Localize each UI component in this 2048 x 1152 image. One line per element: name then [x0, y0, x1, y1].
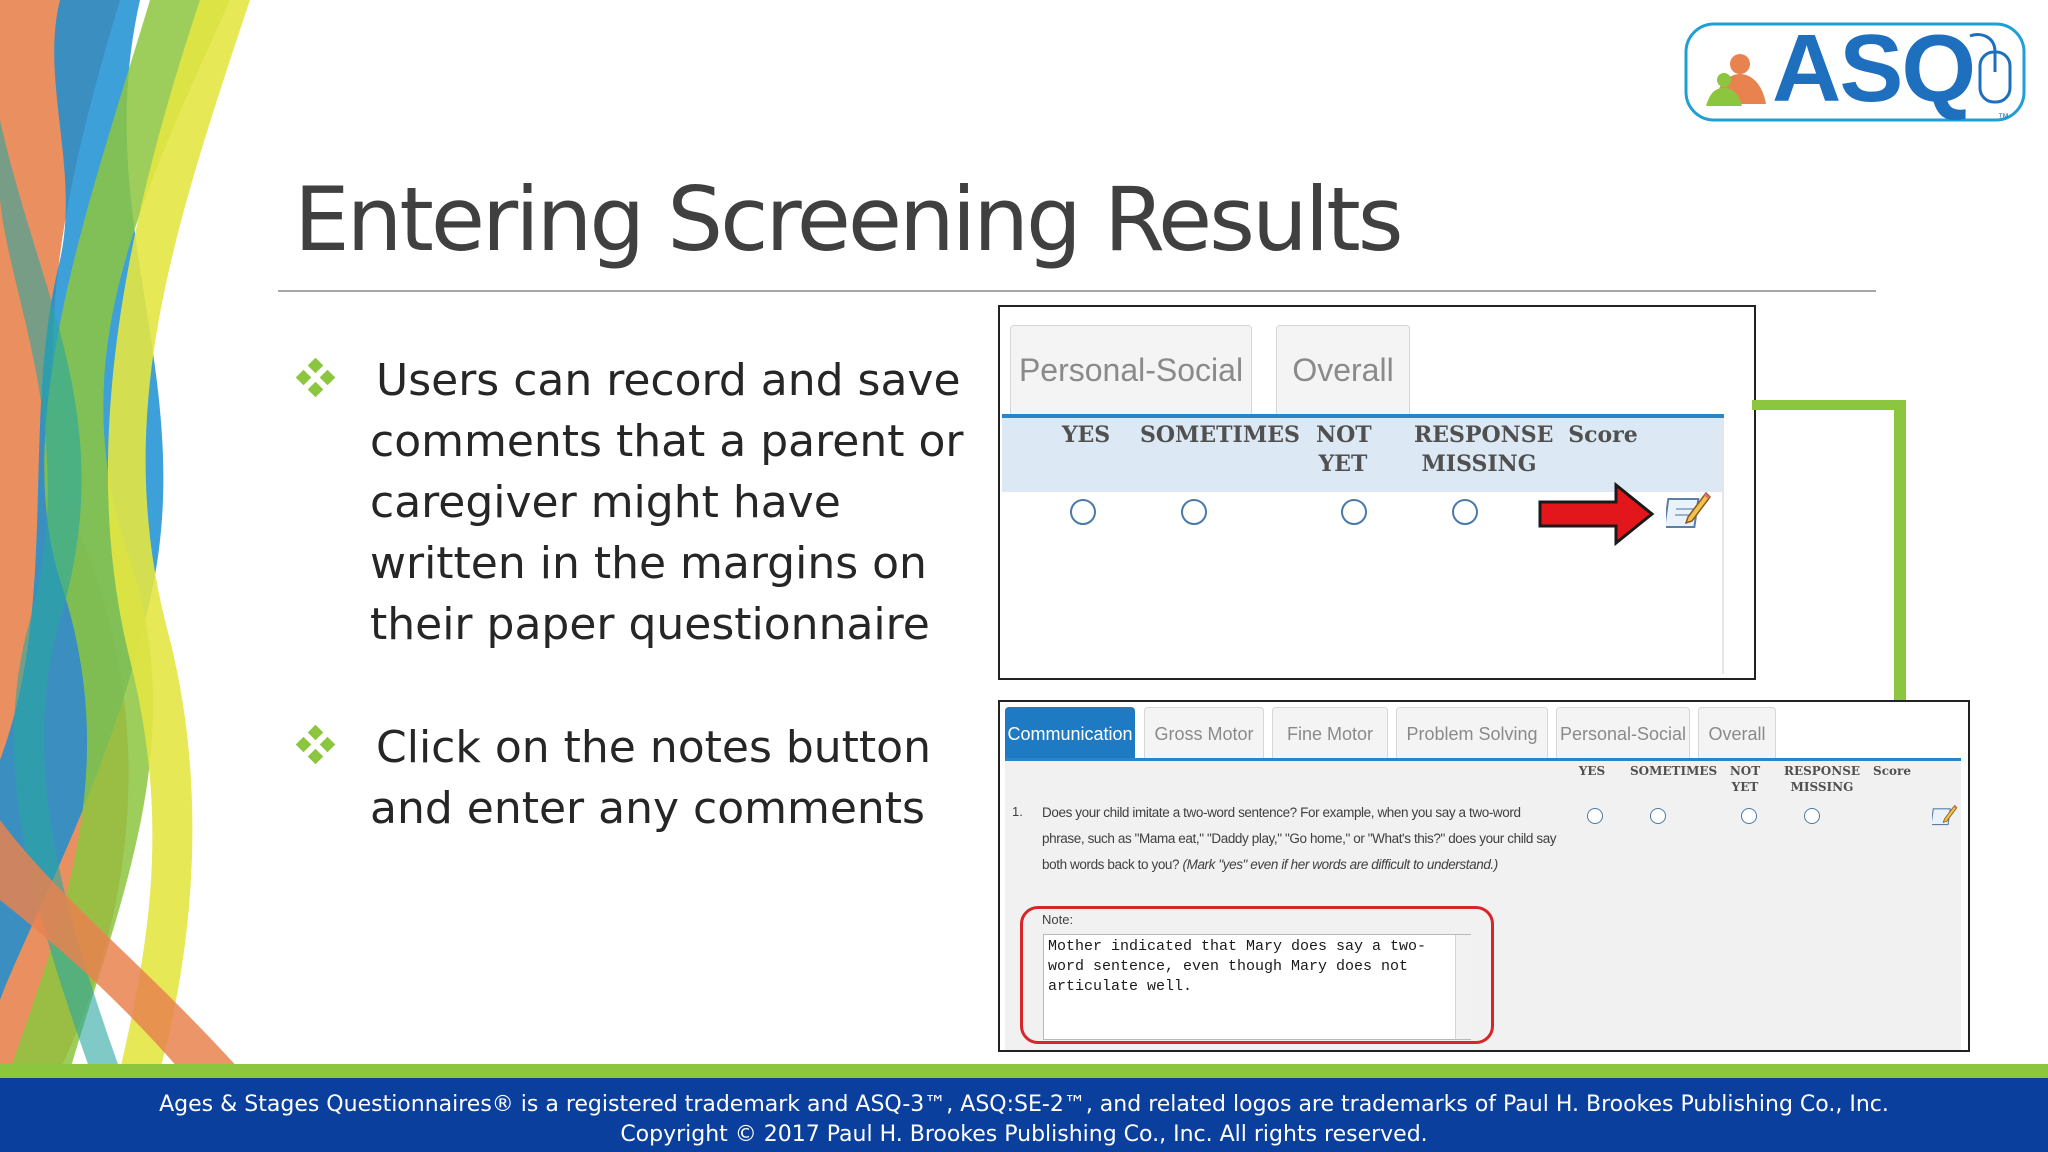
tab-overall[interactable]: Overall [1698, 707, 1776, 760]
question-text [1042, 800, 1562, 878]
diamond-bullet-icon [296, 358, 336, 398]
column-sometimes: SOMETIMES [1140, 422, 1300, 448]
question-number: 1. [1012, 804, 1023, 819]
radio-sometimes[interactable] [1181, 499, 1207, 525]
footer-copyright-text: Copyright © 2017 Paul H. Brookes Publishing Co., Inc. All rights reserved. [620, 1122, 1428, 1147]
panel-divider [1722, 418, 1724, 674]
title-divider [278, 290, 1876, 292]
radio-not-yet[interactable] [1741, 808, 1757, 824]
tab-personal-social[interactable]: Personal-Social [1010, 325, 1252, 418]
red-arrow-icon [1538, 482, 1656, 546]
column-response-missing: RESPONSE MISSING [1784, 764, 1861, 794]
footer [0, 1078, 2048, 1152]
green-connector-arrow [1752, 400, 1912, 750]
radio-sometimes[interactable] [1650, 808, 1666, 824]
footer-trademark-text: Ages & Stages Questionnaires® is a registered trademark and ASQ-3™, ASQ:SE-2™, and related logos are trademarks of Paul H. Brookes Publishing Co., Inc. [159, 1092, 1889, 1117]
notes-edit-icon[interactable] [1666, 487, 1712, 533]
column-yes: YES [1061, 422, 1111, 448]
tab-problem-solving[interactable]: Problem Solving [1396, 707, 1548, 760]
column-score: Score [1873, 764, 1911, 778]
column-score: Score [1568, 422, 1638, 448]
tab-personal-social[interactable]: Personal-Social [1556, 707, 1690, 760]
bullet-text: Users can record and save comments that a parent or caregiver might have written in the margins on their paper questionnaire [370, 355, 964, 650]
column-response-missing: RESPONSE MISSING [1414, 422, 1554, 477]
radio-yes[interactable] [1587, 808, 1603, 824]
column-not-yet: NOT YET [1729, 764, 1761, 794]
note-text: Mother indicated that Mary does say a two-word sentence, even though Mary does not articulate well. [1048, 938, 1427, 995]
decorative-ribbons [0, 0, 270, 1070]
bullet-item [290, 350, 980, 655]
diamond-bullet-icon [296, 725, 336, 765]
tab-overall[interactable]: Overall [1276, 325, 1410, 418]
column-sometimes: SOMETIMES [1630, 764, 1718, 778]
note-label: Note: [1042, 912, 1074, 927]
tab-gross-motor[interactable]: Gross Motor [1144, 707, 1264, 760]
asq-logo-trademark: ™ [1998, 112, 2009, 124]
bullet-item [290, 717, 980, 839]
tab-fine-motor[interactable]: Fine Motor [1272, 707, 1388, 760]
bullet-text: Click on the notes button and enter any comments [370, 722, 931, 834]
column-yes: YES [1578, 764, 1606, 778]
radio-response-missing[interactable] [1804, 808, 1820, 824]
column-not-yet: NOT YET [1316, 422, 1372, 477]
asq-logo-text: ASQ [1772, 15, 1975, 122]
radio-yes[interactable] [1070, 499, 1096, 525]
tab-communication[interactable]: Communication [1005, 707, 1135, 760]
slide-title: Entering Screening Results [294, 168, 1401, 271]
highlight-oval [1020, 906, 1494, 1044]
radio-not-yet[interactable] [1341, 499, 1367, 525]
screenshot-note-entry [998, 700, 1970, 1052]
notes-edit-icon[interactable] [1932, 802, 1958, 828]
question-body: Does your child imitate a two-word sentence? For example, when you say a two-word phrase, such as "Mama eat," "Daddy play," "Go home," or "What's this?" does your child say both words back to you? [1042, 805, 1557, 872]
footer-accent-bar [0, 1064, 2048, 1078]
question-hint: (Mark "yes" even if her words are difficult to understand.) [1182, 857, 1498, 872]
bullet-list [290, 350, 980, 901]
radio-response-missing[interactable] [1452, 499, 1478, 525]
screenshot-score-row [998, 305, 1756, 680]
